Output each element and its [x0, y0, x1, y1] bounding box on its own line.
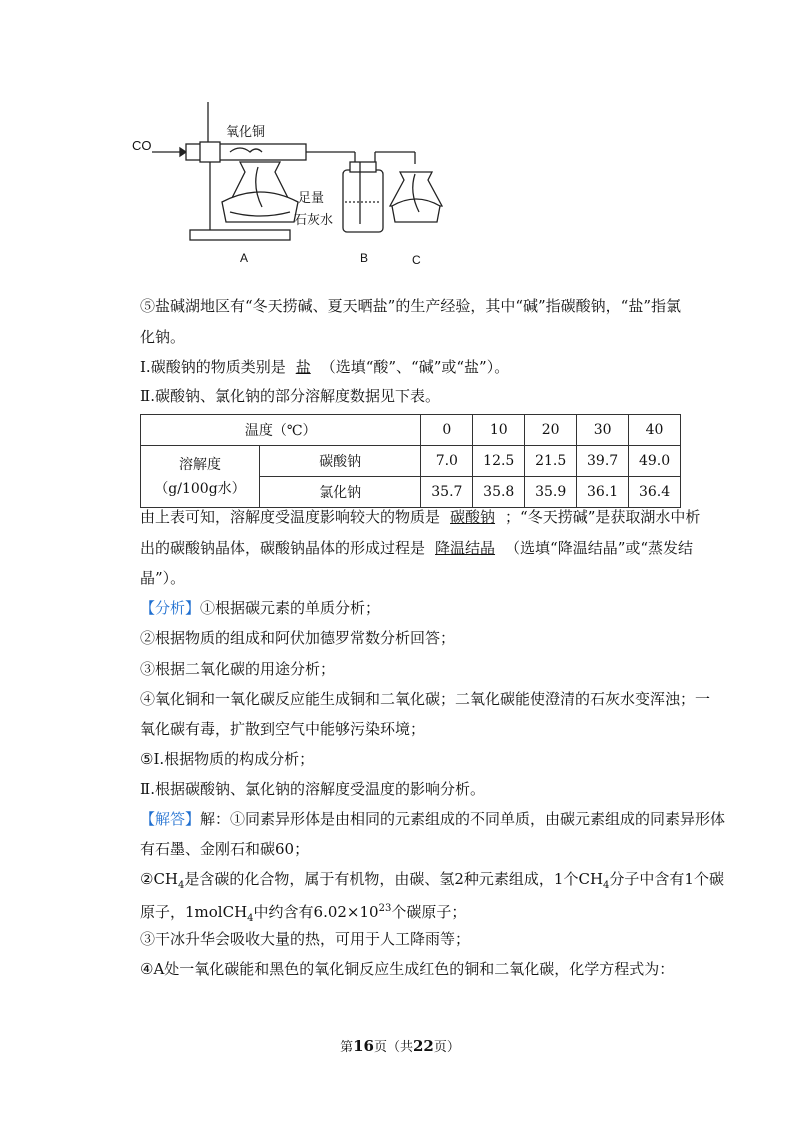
label-c: C: [412, 253, 421, 267]
question-1-answer: 盐: [295, 358, 311, 376]
answer-1a: 解：①同素异形体是由相同的元素组成的不同单质，由碳元素组成的同素异形体: [200, 810, 726, 828]
table-row-sodium-carbonate: [141, 446, 681, 477]
label-cuo: 氧化铜: [226, 124, 266, 139]
row2-value: 36.1: [577, 477, 629, 508]
analysis-line-3: ③根据二氧化碳的用途分析；: [140, 660, 336, 678]
answer-2b-part: 原子，1molCH: [140, 903, 248, 921]
temp-20: 20: [525, 415, 577, 446]
row2-value: 35.8: [473, 477, 525, 508]
answer-line-2a: [140, 869, 724, 896]
row2-value: 35.9: [525, 477, 577, 508]
answer-line-2b: [140, 899, 466, 929]
temp-10: 10: [473, 415, 525, 446]
temp-0: 0: [421, 415, 473, 446]
answer-2b-part: 个碳原子；: [391, 903, 467, 921]
after-table-1-prefix: 由上表可知，溶解度受温度影响较大的物质是: [140, 508, 441, 526]
after-table-line-1: [140, 507, 700, 527]
label-lime-1: 足量: [298, 190, 325, 205]
row1-value: 7.0: [421, 446, 473, 477]
after-table-2-answer: 降温结晶: [435, 539, 496, 557]
answer-2b-superscript: 23: [378, 903, 392, 914]
answer-line-4: ④A处一氧化碳能和黑色的氧化铜反应生成红色的铜和二氧化碳，化学方程式为：: [140, 960, 675, 978]
after-table-2-suffix: （选填“降温结晶”或“蒸发结: [505, 539, 694, 557]
label-a: A: [240, 251, 249, 265]
row2-value: 36.4: [629, 477, 681, 508]
answer-tag: 【解答】: [140, 810, 201, 828]
row1-value: 12.5: [473, 446, 525, 477]
answer-2b-part: 中约含有6.02×10: [253, 903, 379, 921]
label-lime-2: 石灰水: [294, 212, 334, 227]
analysis-line-2: ②根据物质的组成和阿伏加德罗常数分析回答；: [140, 629, 456, 647]
answer-line-3: ③干冰升华会吸收大量的热，可用于人工降雨等；: [140, 930, 471, 948]
row2-value: 35.7: [421, 477, 473, 508]
answer-line-1b: 有石墨、金刚石和碳60；: [140, 840, 310, 858]
footer-middle: 页（共: [373, 1040, 413, 1055]
header-solubility: [141, 446, 260, 508]
question-1-suffix: （选填“酸”、“碱”或“盐”）。: [320, 358, 510, 376]
row1-name: 碳酸钠: [260, 446, 421, 477]
header-solubility-line-2: （g/100g水）: [154, 480, 246, 497]
row1-value: 49.0: [629, 446, 681, 477]
answer-2a-subscript: 4: [178, 880, 185, 891]
paragraph-5-line-1: ⑤盐碱湖地区有“冬天捞碱、夏天晒盐”的生产经验，其中“碱”指碳酸钠，“盐”指氯: [140, 297, 682, 315]
temp-40: 40: [629, 415, 681, 446]
paragraph-5-line-2: 化钠。: [140, 328, 186, 346]
answer-2b-subscript: 4: [247, 913, 254, 924]
label-b: B: [360, 251, 369, 265]
after-table-1-answer: 碳酸钠: [450, 508, 496, 526]
header-temperature: 温度（℃）: [141, 415, 421, 446]
analysis-tag: 【分析】: [140, 599, 201, 617]
analysis-line-4b: 氧化碳有毒，扩散到空气中能够污染环境；: [140, 720, 426, 738]
after-table-line-2: [140, 538, 693, 558]
footer-suffix: 页）: [433, 1040, 460, 1055]
answer-2a-part: 分子中含有1个碳: [609, 870, 724, 888]
row2-name: 氯化钠: [260, 477, 421, 508]
answer-2a-part: 是含碳的化合物，属于有机物，由碳、氢2种元素组成，1个: [184, 870, 579, 888]
analysis-line-4a: ④氧化铜和一氧化碳反应能生成铜和二氧化碳；二氧化碳能使澄清的石灰水变浑浊；一: [140, 690, 711, 708]
solubility-table: [140, 414, 681, 508]
answer-line-1a: [140, 809, 725, 829]
question-1: [140, 357, 509, 377]
answer-2a-part: ②: [140, 870, 154, 888]
after-table-2-prefix: 出的碳酸钠晶体，碳酸钠晶体的形成过程是: [140, 539, 426, 557]
answer-2a-subscript: 4: [603, 880, 610, 891]
question-2: Ⅱ.碳酸钠、氯化钠的部分溶解度数据见下表。: [140, 387, 440, 405]
analysis-line-5: ⑤Ⅰ.根据物质的构成分析；: [140, 750, 315, 768]
table-row-header: [141, 415, 681, 446]
analysis-1: ①根据碳元素的单质分析；: [200, 599, 381, 617]
after-table-1-suffix: ；“冬天捞碱”是获取湖水中析: [505, 508, 701, 526]
row1-value: 21.5: [525, 446, 577, 477]
label-co: CO: [132, 138, 152, 153]
question-1-prefix: Ⅰ.碳酸钠的物质类别是: [140, 358, 286, 376]
answer-2a-formula: CH: [578, 870, 604, 888]
footer-total-pages: 22: [413, 1037, 434, 1055]
analysis-line-1: [140, 598, 380, 618]
apparatus-figure: [130, 92, 450, 272]
header-solubility-line-1: 溶解度: [179, 456, 221, 473]
page-footer: [0, 1036, 800, 1055]
temp-30: 30: [577, 415, 629, 446]
after-table-line-3: 晶”）。: [140, 569, 186, 587]
footer-prefix: 第: [340, 1040, 354, 1055]
answer-2a-formula: CH: [153, 870, 179, 888]
analysis-line-6: Ⅱ.根据碳酸钠、氯化钠的溶解度受温度的影响分析。: [140, 780, 485, 798]
footer-page-number: 16: [353, 1037, 374, 1055]
row1-value: 39.7: [577, 446, 629, 477]
